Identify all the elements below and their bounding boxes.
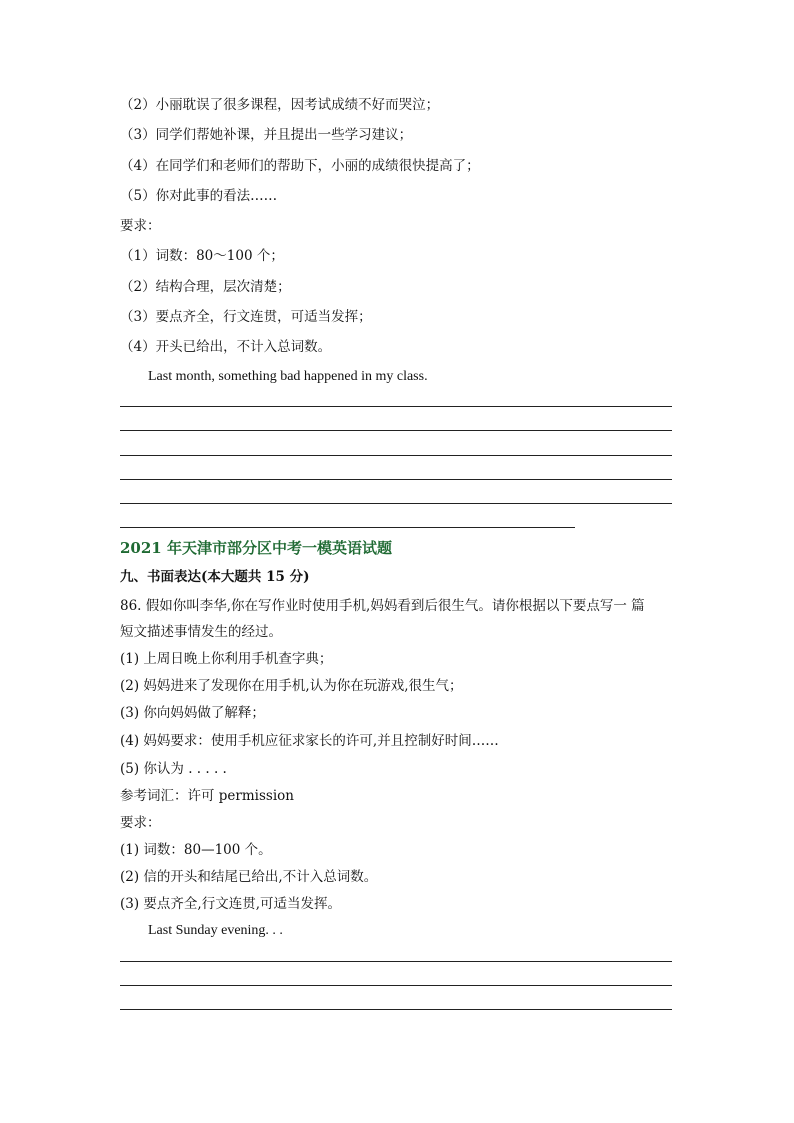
opening-sentence: Last Sunday evening. . . (148, 923, 283, 938)
requirement-2: （2）结构合理，层次清楚； (120, 279, 291, 295)
point-3: (3) 你向妈妈做了解释； (120, 705, 265, 721)
requirement-2: (2) 信的开头和结尾已给出,不计入总词数。 (120, 869, 378, 885)
answer-line[interactable] (120, 961, 672, 962)
answer-line[interactable] (120, 406, 672, 407)
point-3: （3）同学们帮她补课，并且提出一些学习建议； (120, 127, 413, 143)
answer-line[interactable] (120, 503, 672, 504)
section-heading: 九、书面表达(本大题共 15 分) (120, 569, 310, 585)
prompt-line-2: 短文描述事情发生的经过。 (120, 624, 282, 640)
answer-line[interactable] (120, 455, 672, 456)
prompt-line-1: 86. 假如你叫李华,你在写作业时使用手机,妈妈看到后很生气。请你根据以下要点写一 篇 (120, 598, 645, 614)
point-4: (4) 妈妈要求：使用手机应征求家长的许可,并且控制好时间…… (120, 733, 499, 749)
opening-sentence: Last month, something bad happened in my class. (148, 369, 428, 384)
point-5: （5）你对此事的看法…… (120, 188, 278, 204)
requirements-label: 要求： (120, 815, 161, 831)
requirement-1: （1）词数：80～100 个； (120, 248, 284, 264)
answer-line[interactable] (120, 527, 575, 528)
requirement-1: (1) 词数：80—100 个。 (120, 842, 272, 858)
requirements-label: 要求： (120, 218, 161, 234)
exam-title: 2021 年天津市部分区中考一模英语试题 (120, 539, 392, 557)
requirement-3: （3）要点齐全，行文连贯，可适当发挥； (120, 309, 372, 325)
requirement-4: （4）开头已给出，不计入总词数。 (120, 339, 332, 355)
point-4: （4）在同学们和老师们的帮助下，小丽的成绩很快提高了； (120, 158, 480, 174)
point-2: (2) 妈妈进来了发现你在用手机,认为你在玩游戏,很生气； (120, 678, 463, 694)
point-1: (1) 上周日晚上你利用手机查字典； (120, 651, 333, 667)
answer-line[interactable] (120, 430, 672, 431)
answer-line[interactable] (120, 1009, 672, 1010)
point-5: (5) 你认为 . . . . . (120, 761, 227, 777)
vocab-hint: 参考词汇：许可 permission (120, 788, 294, 804)
point-2: （2）小丽耽误了很多课程，因考试成绩不好而哭泣； (120, 97, 440, 113)
answer-line[interactable] (120, 985, 672, 986)
requirement-3: (3) 要点齐全,行文连贯,可适当发挥。 (120, 896, 341, 912)
answer-line[interactable] (120, 479, 672, 480)
